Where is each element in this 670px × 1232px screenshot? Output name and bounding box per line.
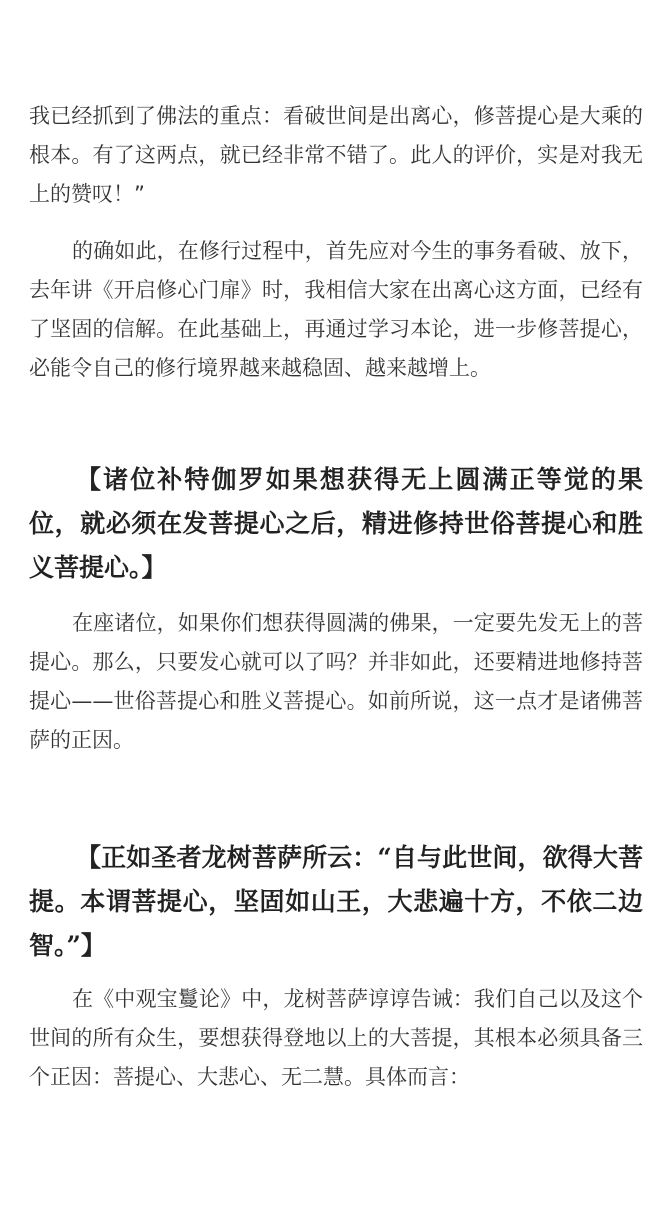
paragraph-continuation: 我已经抓到了佛法的重点：看破世间是出离心，修菩提心是大乘的根本。有了这两点，就已经非常不错了。此人的评价，实是对我无上的赞叹！”	[29, 104, 643, 206]
paragraph-commentary-2: 在座诸位，如果你们想获得圆满的佛果，一定要先发无上的菩提心。那么，只要发心就可以了吗？并非如此，还要精进地修持菩提心——世俗菩提心和胜义菩提心。如前所说，这一点才是诸佛菩萨的正因。	[29, 611, 643, 752]
root-text-quote-2: 【正如圣者龙树菩萨所云：“自与此世间，欲得大菩提。本谓菩提心，坚固如山王，大悲遍十方，不依二边智。”】	[29, 843, 643, 960]
root-text-quote-1: 【诸位补特伽罗如果想获得无上圆满正等觉的果位，就必须在发菩提心之后，精进修持世俗菩提心和胜义菩提心。】	[29, 465, 643, 582]
paragraph-commentary-3: 在《中观宝鬘论》中，龙树菩萨谆谆告诫：我们自己以及这个世间的所有众生，要想获得登地以上的大菩提，其根本必须具备三个正因：菩提心、大悲心、无二慧。具体而言：	[29, 987, 643, 1089]
paragraph-commentary-1: 的确如此，在修行过程中，首先应对今生的事务看破、放下，去年讲《开启修心门扉》时，我相信大家在出离心这方面，已经有了坚固的信解。在此基础上，再通过学习本论，进一步修菩提心，必能令自己的修行境界越来越稳固、越来越增上。	[29, 239, 643, 380]
